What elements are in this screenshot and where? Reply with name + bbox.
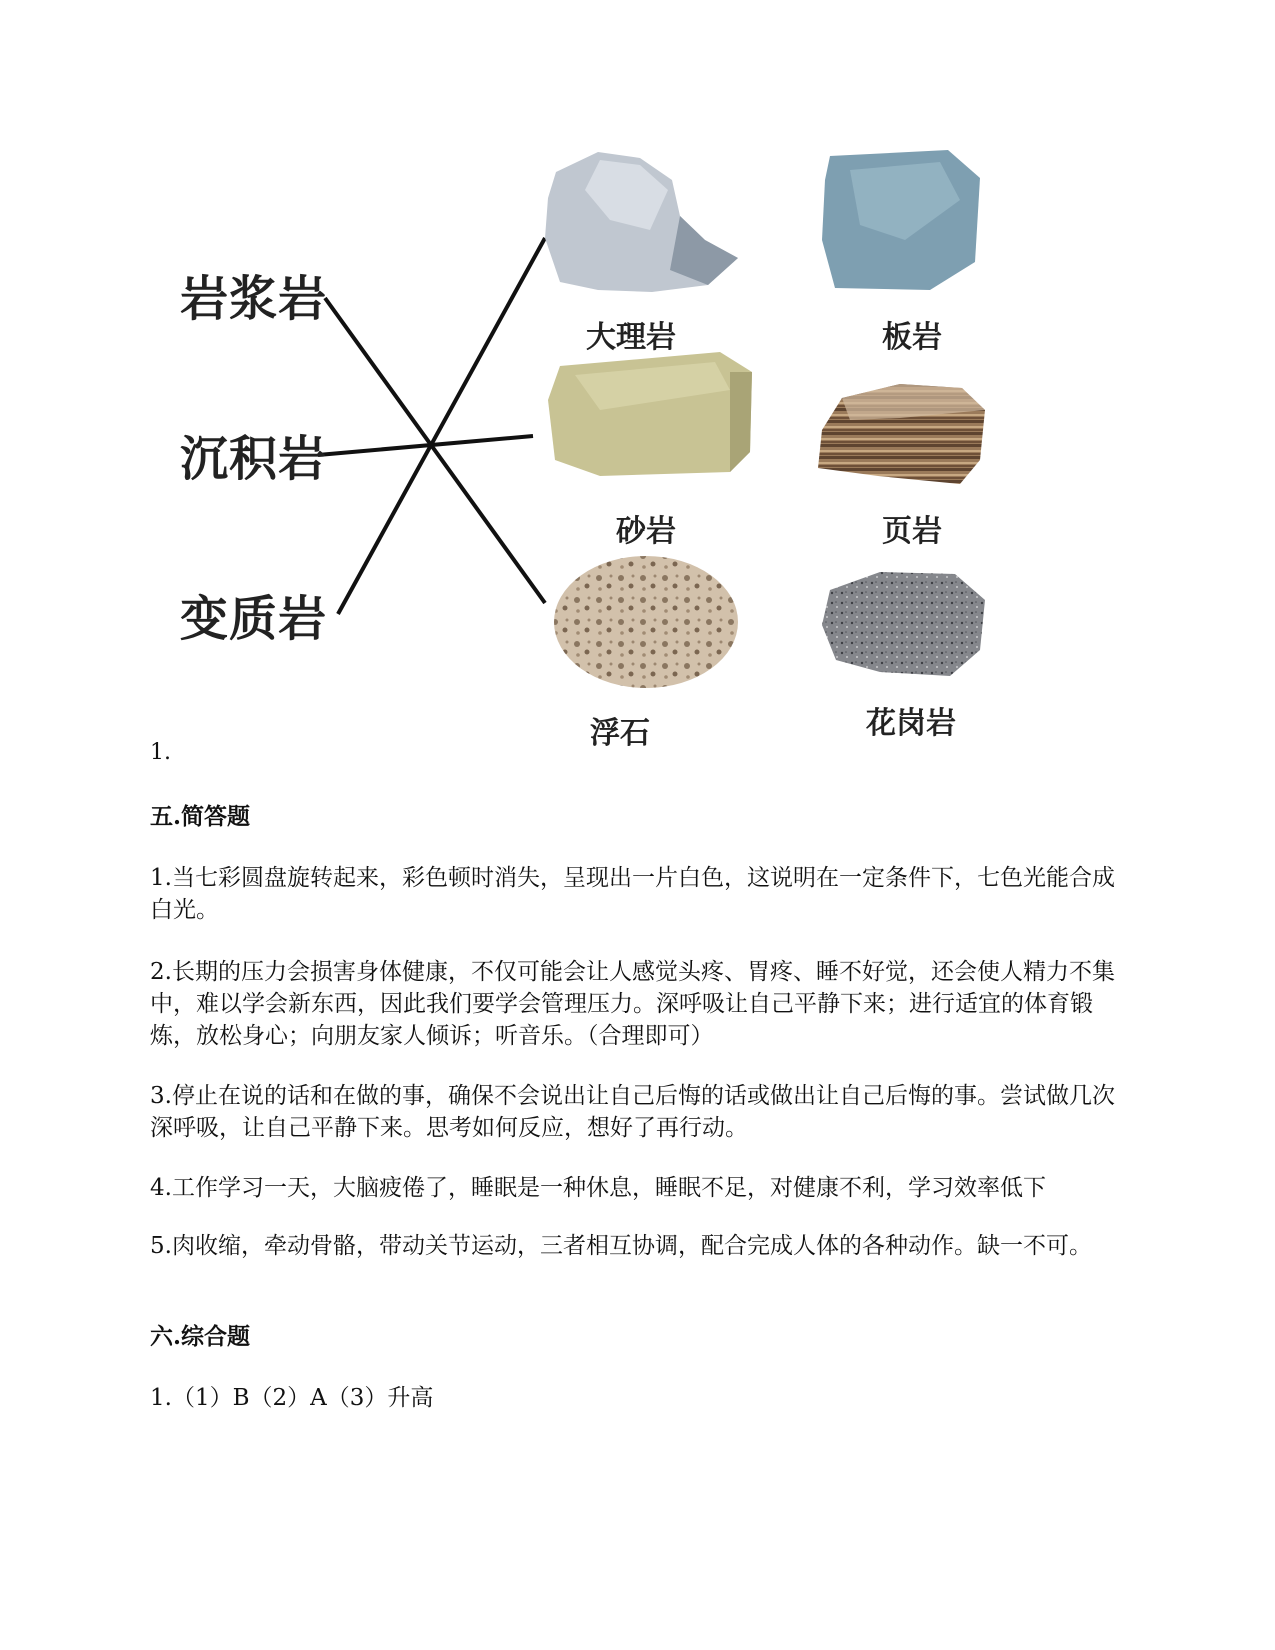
answer-item [150,862,1130,926]
answer-text: 5.肉收缩，牵动骨骼，带动关节运动，三者相互协调，配合完成人体的各种动作。缺一不可。 [150,1233,1092,1259]
rock-label-slate: 板岩 [882,320,942,355]
answer-text: 1.当七彩圆盘旋转起来，彩色顿时消失，呈现出一片白色，这说明在一定条件下，七色光能合成白光。 [150,865,1115,923]
question-number: 1. [150,740,171,765]
slate-rock-icon [822,150,980,290]
shale-rock-icon [818,384,985,484]
rock-matching-figure [0,0,1275,765]
rock-label-shale: 页岩 [882,514,942,549]
pumice-rock-icon [554,556,738,688]
rock-label-sandstone: 砂岩 [616,514,676,549]
section-heading: 五.简答题 [150,803,251,830]
answer-item [150,1230,1130,1262]
answer-item [150,956,1130,1052]
answer-text: 1.（1）B（2）A（3）升高 [150,1385,434,1411]
rock-label-marble: 大理岩 [586,320,676,355]
granite-rock-icon [822,572,985,676]
category-igneous-label: 岩浆岩 [180,271,328,327]
marble-rock-icon [545,152,738,292]
answer-text: 4.工作学习一天，大脑疲倦了，睡眠是一种休息，睡眠不足，对健康不利，学习效率低下 [150,1175,1046,1201]
answer-text: 2.长期的压力会损害身体健康，不仅可能会让人感觉头疼、胃疼、睡不好觉，还会使人精力不集中，难以学会新东西，因此我们要学会管理压力。深呼吸让自己平静下来；进行适宜的体育锻炼，放松身心；向朋友家人倾诉；听音乐。（合理即可） [150,959,1115,1049]
answer-item [150,1080,1130,1144]
rock-label-granite: 花岗岩 [866,706,956,741]
sandstone-rock-icon [548,352,752,476]
section-short-answer [150,798,1130,831]
rock-label-pumice: 浮石 [590,716,650,751]
answer-text: 3.停止在说的话和在做的事，确保不会说出让自己后悔的话或做出让自己后悔的事。尝试做几次深呼吸，让自己平静下来。思考如何反应，想好了再行动。 [150,1083,1115,1141]
answer-item [150,1172,1130,1204]
section-comprehensive [150,1318,1130,1351]
category-metamorphic-label: 变质岩 [180,591,328,647]
section-heading: 六.综合题 [150,1323,251,1350]
answer-item [150,1382,1130,1414]
category-sedimentary-label: 沉积岩 [180,431,328,487]
